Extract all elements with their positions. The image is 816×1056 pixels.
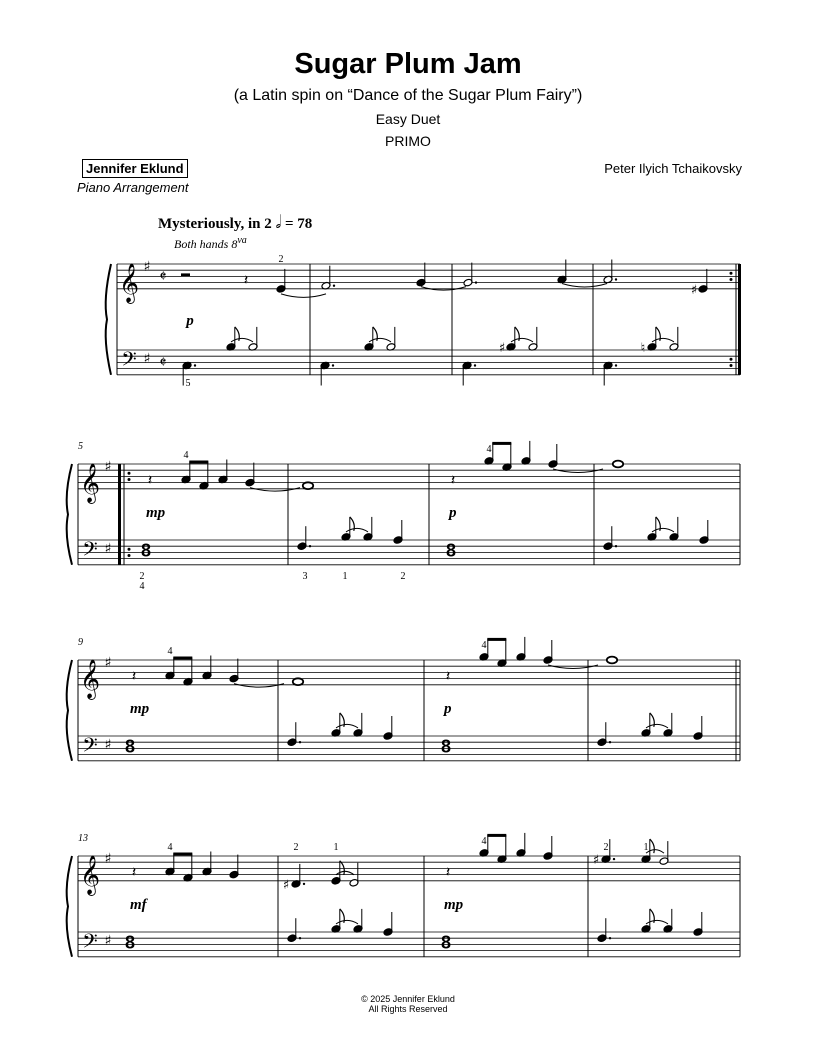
whole-note xyxy=(303,482,313,489)
chord-glyph: 8 xyxy=(440,736,452,757)
repeat-dot xyxy=(128,548,131,551)
fingering: 4 xyxy=(167,842,173,853)
part-label: PRIMO xyxy=(385,133,431,149)
dynamic-marking: mp xyxy=(146,505,166,521)
bass-clef-icon: 𝄢 xyxy=(82,537,98,566)
dot xyxy=(309,545,311,547)
repeat-dot xyxy=(730,272,733,275)
tie-curve xyxy=(646,850,664,854)
fingering: 4 xyxy=(481,640,487,651)
treble-clef-icon: 𝄞 xyxy=(118,262,140,303)
sharp-icon: ♯ xyxy=(282,877,290,893)
fingering: 1 xyxy=(342,570,348,582)
quarter-rest-icon: 𝄽 xyxy=(445,864,451,881)
quarter-rest-icon: 𝄽 xyxy=(147,472,153,489)
dynamic-marking: p xyxy=(449,505,457,521)
beam xyxy=(189,461,208,464)
dot xyxy=(333,285,335,287)
fingering: 4 xyxy=(481,836,487,847)
fingering: 5 xyxy=(185,377,191,389)
repeat-dot xyxy=(128,472,131,475)
system-brace xyxy=(67,464,72,565)
dynamic-marking: p xyxy=(444,701,452,717)
fingering: 2 xyxy=(139,570,145,582)
quarter-rest-icon: 𝄽 xyxy=(450,472,456,489)
chord-glyph: 8 xyxy=(445,540,457,561)
chord-glyph: 8 xyxy=(440,932,452,953)
subtitle: (a Latin spin on “Dance of the Sugar Plum Fairy”) xyxy=(233,87,583,104)
whole-note xyxy=(607,657,617,664)
whole-note xyxy=(613,461,623,468)
sharp-icon: ♯ xyxy=(104,655,112,671)
fingering: 2 xyxy=(603,842,609,853)
tempo-text: Mysteriously, in 2 xyxy=(158,216,272,232)
treble-clef-icon: 𝄞 xyxy=(79,462,101,503)
system-brace xyxy=(106,264,111,375)
measure-number: 9 xyxy=(78,637,83,648)
arranger-name: Jennifer Eklund xyxy=(82,159,188,178)
dot xyxy=(299,937,301,939)
tempo-value: = 78 xyxy=(285,216,313,232)
level-label: Easy Duet xyxy=(375,111,441,127)
beam xyxy=(487,638,506,641)
repeat-dot xyxy=(128,478,131,481)
quarter-rest-icon: 𝄽 xyxy=(243,272,249,289)
dot xyxy=(474,364,476,366)
chord-glyph: 8 xyxy=(124,932,136,953)
bass-clef-icon: 𝄢 xyxy=(121,347,137,376)
fingering: 4 xyxy=(167,646,173,657)
chord-glyph: 8 xyxy=(140,540,152,561)
treble-clef-icon: 𝄞 xyxy=(79,658,101,699)
dot xyxy=(615,278,617,280)
sharp-icon: ♯ xyxy=(498,340,506,356)
final-barline xyxy=(738,264,741,375)
fingering: 2 xyxy=(293,842,299,853)
sharp-icon: ♯ xyxy=(104,541,112,558)
beam xyxy=(492,442,511,445)
fingering: 4 xyxy=(183,450,189,461)
quarter-rest-icon: 𝄽 xyxy=(131,864,137,881)
beam xyxy=(487,834,506,837)
performance-instruction: Both hands $8^{va}$ xyxy=(174,235,247,251)
quarter-rest-icon: 𝄽 xyxy=(445,668,451,685)
sharp-icon: ♯ xyxy=(104,737,112,754)
system-brace xyxy=(67,856,72,957)
tie-curve xyxy=(250,488,300,492)
fingering: 3 xyxy=(302,570,308,582)
sharp-icon: ♯ xyxy=(104,851,112,867)
sharp-icon: ♯ xyxy=(592,853,600,869)
tie-curve xyxy=(562,284,607,288)
fingering: 4 xyxy=(139,580,145,592)
tie-curve xyxy=(281,294,326,298)
dot xyxy=(299,741,301,743)
beam xyxy=(173,657,192,660)
dot xyxy=(194,364,196,366)
dot xyxy=(303,883,305,885)
half-note-icon: 𝅗𝅥 xyxy=(275,212,282,232)
repeat-dot xyxy=(730,278,733,281)
chord-glyph: 8 xyxy=(124,736,136,757)
copyright-line: © 2025 Jennifer Eklund xyxy=(361,994,455,1004)
sharp-icon: ♯ xyxy=(143,259,151,275)
dynamic-marking: mp xyxy=(130,701,150,717)
bass-clef-icon: 𝄢 xyxy=(82,929,98,958)
whole-note xyxy=(293,678,303,685)
rights-line: All Rights Reserved xyxy=(368,1004,448,1014)
page-title: Sugar Plum Jam xyxy=(294,48,522,80)
tie-curve xyxy=(421,287,466,291)
beam xyxy=(173,853,192,856)
dynamic-marking: mf xyxy=(130,897,147,913)
sharp-icon: ♯ xyxy=(143,351,151,368)
dynamic-marking: p xyxy=(186,313,194,329)
fingering: 2 xyxy=(278,254,284,265)
tie-curve xyxy=(548,665,598,669)
composer-name: Peter Ilyich Tchaikovsky xyxy=(604,161,742,176)
repeat-start-bar xyxy=(118,464,121,565)
dot xyxy=(615,545,617,547)
repeat-dot xyxy=(730,364,733,367)
tie-curve xyxy=(234,684,284,688)
dot xyxy=(615,364,617,366)
sharp-icon: ♯ xyxy=(104,933,112,950)
cut-time-icon: 𝄵 xyxy=(159,352,167,372)
tie-curve xyxy=(553,469,603,473)
treble-clef-icon: 𝄞 xyxy=(79,854,101,895)
fingering: 2 xyxy=(400,570,406,582)
system-brace xyxy=(67,660,72,761)
copyright-footer xyxy=(0,994,816,1014)
repeat-dot xyxy=(128,554,131,557)
dot xyxy=(613,858,615,860)
arranger-role: Piano Arrangement xyxy=(77,180,189,195)
half-rest xyxy=(181,273,190,276)
sharp-icon: ♯ xyxy=(104,459,112,475)
measure-number: 13 xyxy=(78,833,88,844)
dynamic-marking: mp xyxy=(444,897,464,913)
cut-time-icon: 𝄵 xyxy=(159,266,167,286)
dot xyxy=(609,937,611,939)
dot xyxy=(609,741,611,743)
fingering: 4 xyxy=(486,444,492,455)
dot xyxy=(332,364,334,366)
fingering: 1 xyxy=(643,842,649,853)
quarter-rest-icon: 𝄽 xyxy=(131,668,137,685)
bass-clef-icon: 𝄢 xyxy=(82,733,98,762)
sharp-icon: ♯ xyxy=(690,282,698,298)
dot xyxy=(475,281,477,283)
measure-number: 5 xyxy=(78,441,83,452)
repeat-dot xyxy=(730,358,733,361)
natural-icon: ♮ xyxy=(640,340,646,356)
fingering: 1 xyxy=(333,842,339,853)
